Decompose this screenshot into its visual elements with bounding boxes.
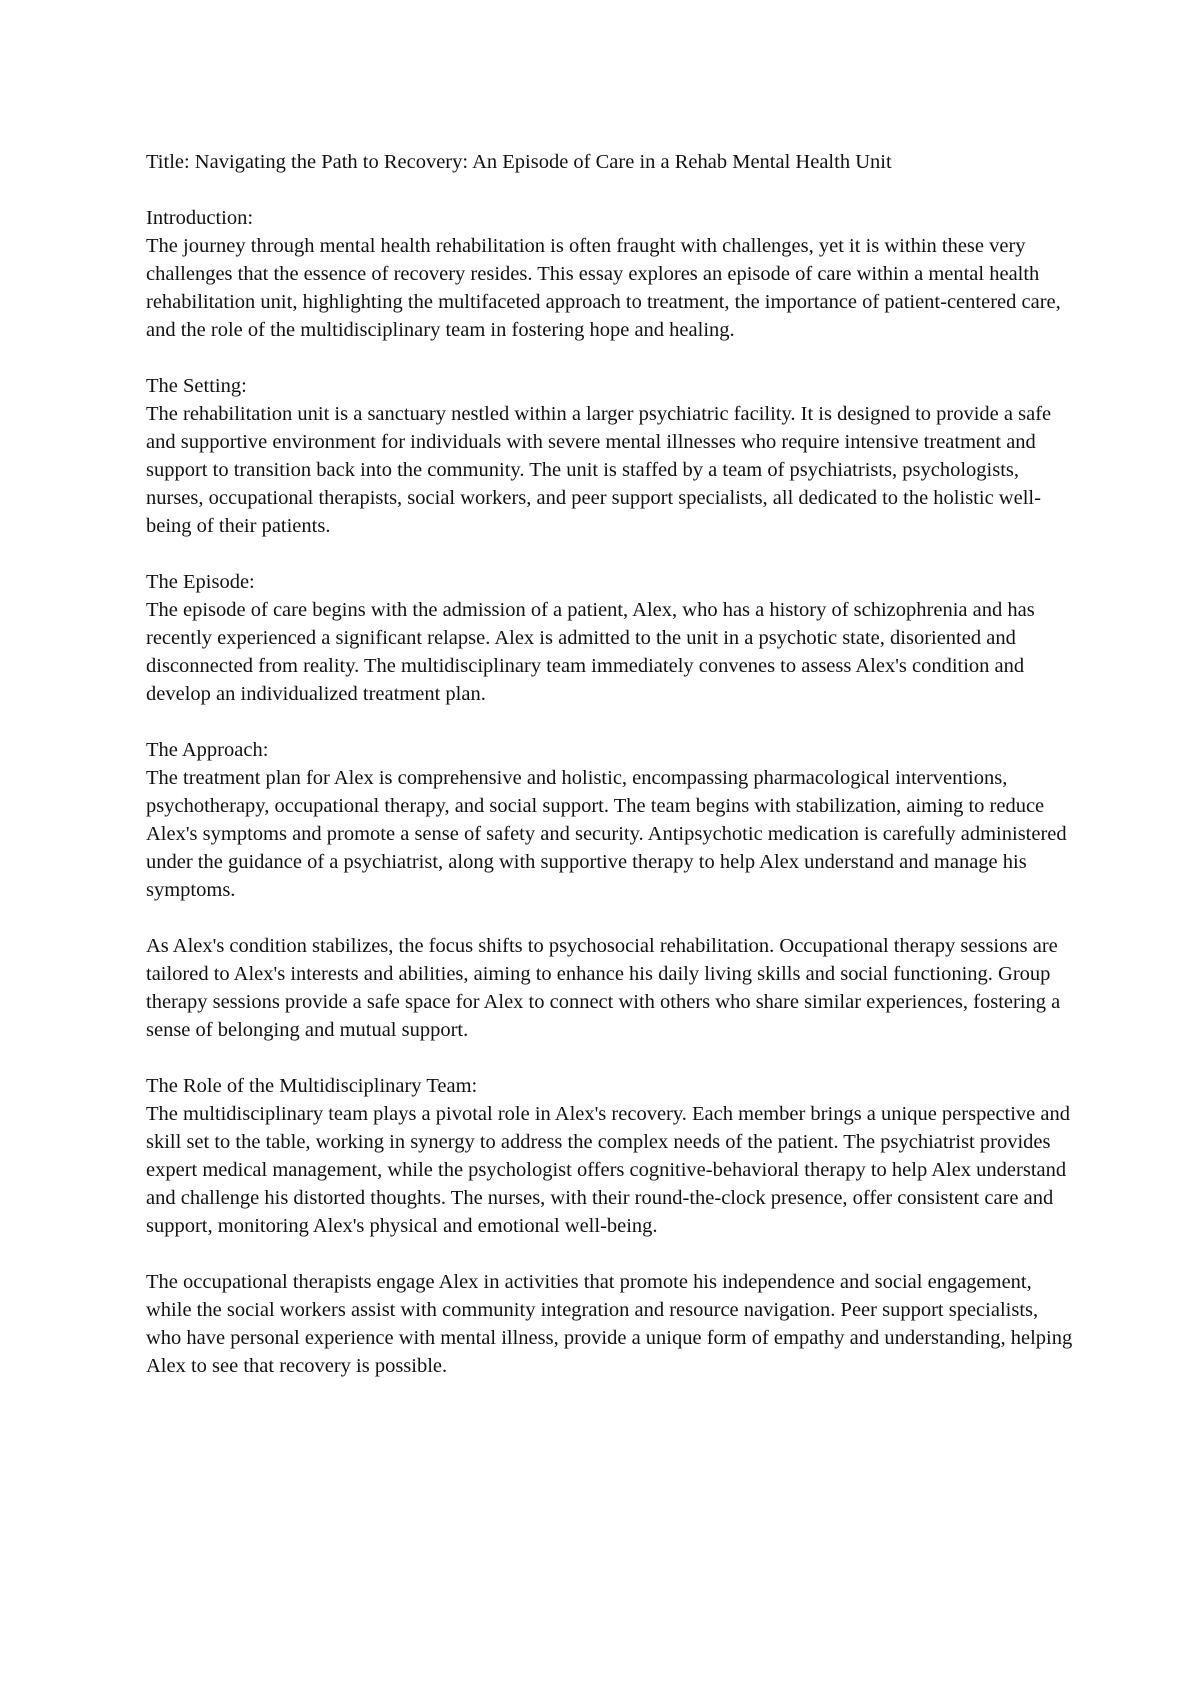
paragraph: As Alex's condition stabilizes, the focus shifts to psychosocial rehabilitation. Occupational therapy sessions are tailored to Alex's interests and abilities, aiming to enhance his daily living skills and social functioning. Group therapy sessions provide a safe space for Alex to connect with others who share similar experiences, fostering a sense of belonging and mutual support.	[146, 935, 1061, 1041]
section-heading: The Approach:	[146, 739, 269, 761]
section-setting	[146, 372, 1076, 540]
section-heading: The Setting:	[146, 375, 247, 397]
paragraph: The episode of care begins with the admission of a patient, Alex, who has a history of schizophrenia and has recently experienced a significant relapse. Alex is admitted to the unit in a psychotic state, disoriented and disconnected from reality. The multidisciplinary team immediately convenes to assess Alex's condition and develop an individualized treatment plan.	[146, 599, 1035, 705]
paragraph: The treatment plan for Alex is comprehensive and holistic, encompassing pharmacological interventions, psychotherapy, occupational therapy, and social support. The team begins with stabilization, aiming to reduce Alex's symptoms and promote a sense of safety and security. Antipsychotic medication is carefully administered under the guidance of a psychiatrist, along with supportive therapy to help Alex understand and manage his symptoms.	[146, 767, 1067, 901]
section-heading: The Episode:	[146, 571, 255, 593]
paragraph: The journey through mental health rehabilitation is often fraught with challenges, yet it is within these very challenges that the essence of recovery resides. This essay explores an episode of care within a mental health rehabilitation unit, highlighting the multifaceted approach to treatment, the importance of patient-centered care, and the role of the multidisciplinary team in fostering hope and healing.	[146, 235, 1061, 341]
document-title: Title: Navigating the Path to Recovery: An Episode of Care in a Rehab Mental Health Unit	[146, 151, 892, 173]
section-heading: Introduction:	[146, 207, 254, 229]
section-multidisciplinary-team	[146, 1072, 1076, 1380]
paragraph: The multidisciplinary team plays a pivotal role in Alex's recovery. Each member brings a unique perspective and skill set to the table, working in synergy to address the complex needs of the patient. The psychiatrist provides expert medical management, while the psychologist offers cognitive-behavioral therapy to help Alex understand and challenge his distorted thoughts. The nurses, with their round-the-clock presence, offer consistent care and support, monitoring Alex's physical and emotional well-being.	[146, 1103, 1071, 1237]
document-page	[146, 148, 1076, 1408]
section-episode	[146, 568, 1076, 708]
section-introduction	[146, 204, 1076, 344]
paragraph: The occupational therapists engage Alex in activities that promote his independence and social engagement, while the social workers assist with community integration and resource navigation. Peer support specialists, who have personal experience with mental illness, provide a unique form of empathy and understanding, helping Alex to see that recovery is possible.	[146, 1271, 1073, 1377]
section-heading: The Role of the Multidisciplinary Team:	[146, 1075, 478, 1097]
paragraph: The rehabilitation unit is a sanctuary nestled within a larger psychiatric facility. It is designed to provide a safe and supportive environment for individuals with severe mental illnesses who require intensive treatment and support to transition back into the community. The unit is staffed by a team of psychiatrists, psychologists, nurses, occupational therapists, social workers, and peer support specialists, all dedicated to the holistic well-being of their patients.	[146, 403, 1052, 537]
section-approach	[146, 736, 1076, 1044]
